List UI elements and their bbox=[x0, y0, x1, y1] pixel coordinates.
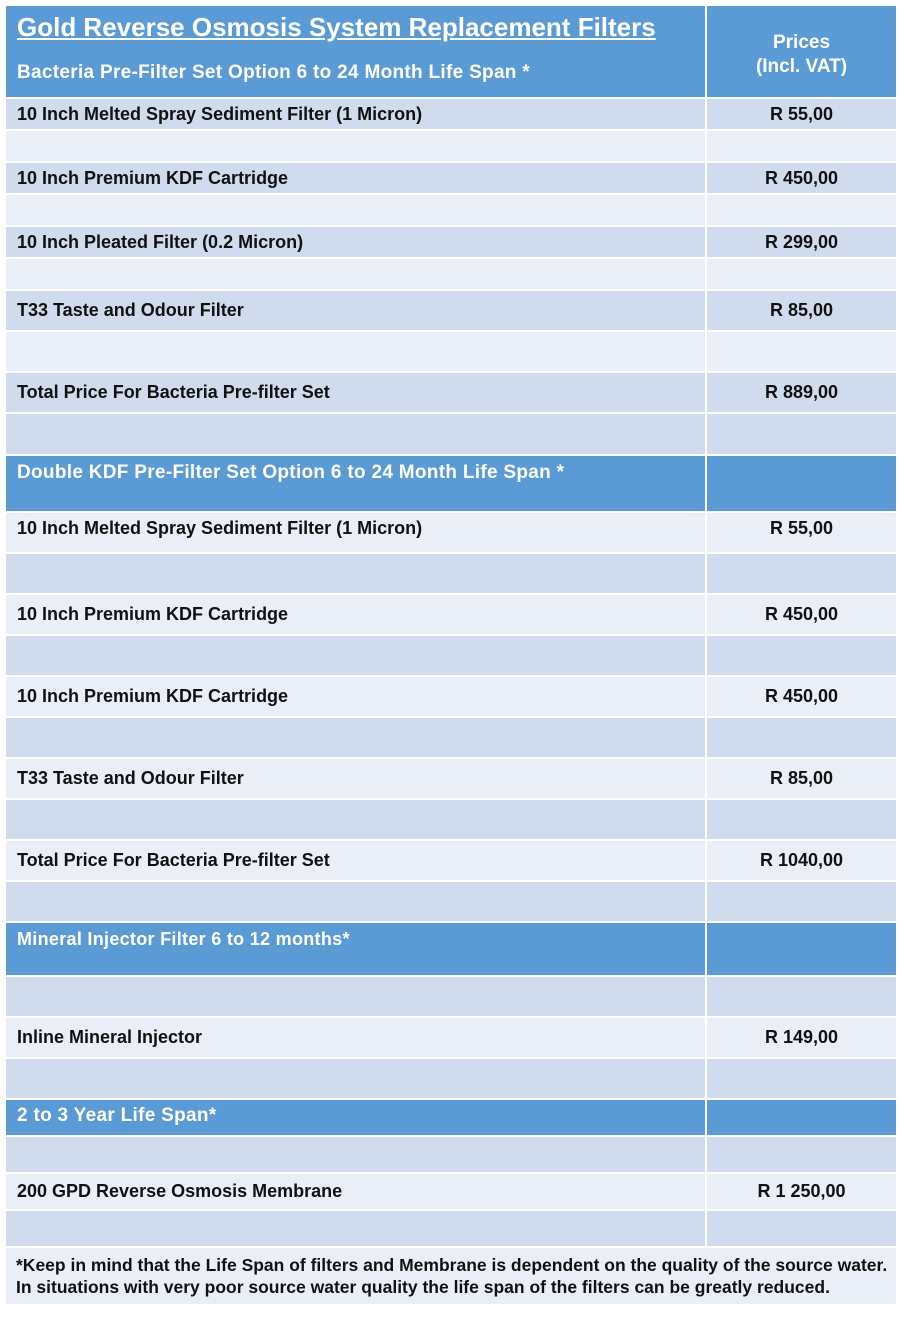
spacer-row bbox=[6, 800, 896, 841]
footnote: *Keep in mind that the Life Span of filters and Membrane is dependent on the quality of the source water. In situations with very poor source water quality the life span of the filters can be greatly reduced. bbox=[6, 1248, 896, 1304]
page-title: Gold Reverse Osmosis System Replacement Filters bbox=[17, 12, 656, 42]
spacer-row bbox=[6, 718, 896, 759]
item-name: T33 Taste and Odour Filter bbox=[17, 768, 244, 788]
table-row bbox=[6, 759, 896, 800]
spacer-row bbox=[6, 414, 896, 456]
item-price: R 299,00 bbox=[705, 227, 896, 257]
section-header bbox=[6, 456, 896, 513]
item-price: R 55,00 bbox=[705, 513, 896, 552]
spacer-row bbox=[6, 554, 896, 595]
spacer-row bbox=[6, 1211, 896, 1248]
price-table bbox=[6, 6, 896, 1304]
table-row bbox=[6, 291, 896, 332]
item-name: 10 Inch Pleated Filter (0.2 Micron) bbox=[17, 231, 304, 252]
total-price: R 1040,00 bbox=[705, 841, 896, 880]
table-row bbox=[6, 677, 896, 718]
spacer-row bbox=[6, 195, 896, 227]
spacer-row bbox=[6, 131, 896, 163]
item-name: 10 Inch Premium KDF Cartridge bbox=[17, 167, 289, 188]
item-name: 10 Inch Melted Spray Sediment Filter (1 Micron) bbox=[17, 518, 423, 538]
item-price: R 149,00 bbox=[705, 1018, 896, 1057]
item-price: R 1 250,00 bbox=[705, 1174, 896, 1209]
spacer-row bbox=[6, 977, 896, 1018]
item-name: 10 Inch Melted Spray Sediment Filter (1 Micron) bbox=[17, 103, 423, 124]
total-row bbox=[6, 841, 896, 882]
table-row bbox=[6, 99, 896, 131]
item-price: R 450,00 bbox=[705, 163, 896, 193]
prices-column-header bbox=[705, 6, 896, 97]
table-row bbox=[6, 227, 896, 259]
item-price: R 85,00 bbox=[705, 291, 896, 330]
table-row bbox=[6, 595, 896, 636]
item-price: R 55,00 bbox=[705, 99, 896, 129]
section1-title: Bacteria Pre-Filter Set Option 6 to 24 Month Life Span * bbox=[17, 62, 530, 83]
spacer-row bbox=[6, 1059, 896, 1100]
total-price: R 889,00 bbox=[705, 373, 896, 412]
item-price: R 450,00 bbox=[705, 677, 896, 716]
spacer-row bbox=[6, 332, 896, 373]
table-header bbox=[6, 6, 896, 99]
total-label: Total Price For Bacteria Pre-filter Set bbox=[17, 850, 330, 870]
item-name: T33 Taste and Odour Filter bbox=[17, 300, 244, 320]
total-row bbox=[6, 373, 896, 414]
prices-label: Prices bbox=[772, 31, 831, 53]
total-label: Total Price For Bacteria Pre-filter Set bbox=[17, 382, 330, 402]
spacer-row bbox=[6, 636, 896, 677]
table-row bbox=[6, 513, 896, 554]
section3-title: Mineral Injector Filter 6 to 12 months* bbox=[17, 929, 350, 949]
item-price: R 450,00 bbox=[705, 595, 896, 634]
section2-title: Double KDF Pre-Filter Set Option 6 to 24 Month Life Span * bbox=[17, 462, 565, 483]
spacer-row bbox=[6, 259, 896, 291]
table-row bbox=[6, 163, 896, 195]
spacer-row bbox=[6, 1137, 896, 1174]
prices-vat-label: (Incl. VAT) bbox=[755, 55, 848, 77]
section4-title: 2 to 3 Year Life Span* bbox=[17, 1105, 217, 1126]
spacer-row bbox=[6, 882, 896, 923]
section-header bbox=[6, 923, 896, 977]
header-title-cell bbox=[6, 6, 705, 97]
table-row bbox=[6, 1174, 896, 1211]
item-name: 10 Inch Premium KDF Cartridge bbox=[17, 604, 289, 624]
item-name: 10 Inch Premium KDF Cartridge bbox=[17, 686, 289, 706]
item-name: 200 GPD Reverse Osmosis Membrane bbox=[17, 1181, 343, 1201]
item-name: Inline Mineral Injector bbox=[17, 1027, 203, 1047]
item-price: R 85,00 bbox=[705, 759, 896, 798]
table-row bbox=[6, 1018, 896, 1059]
section-header bbox=[6, 1100, 896, 1137]
